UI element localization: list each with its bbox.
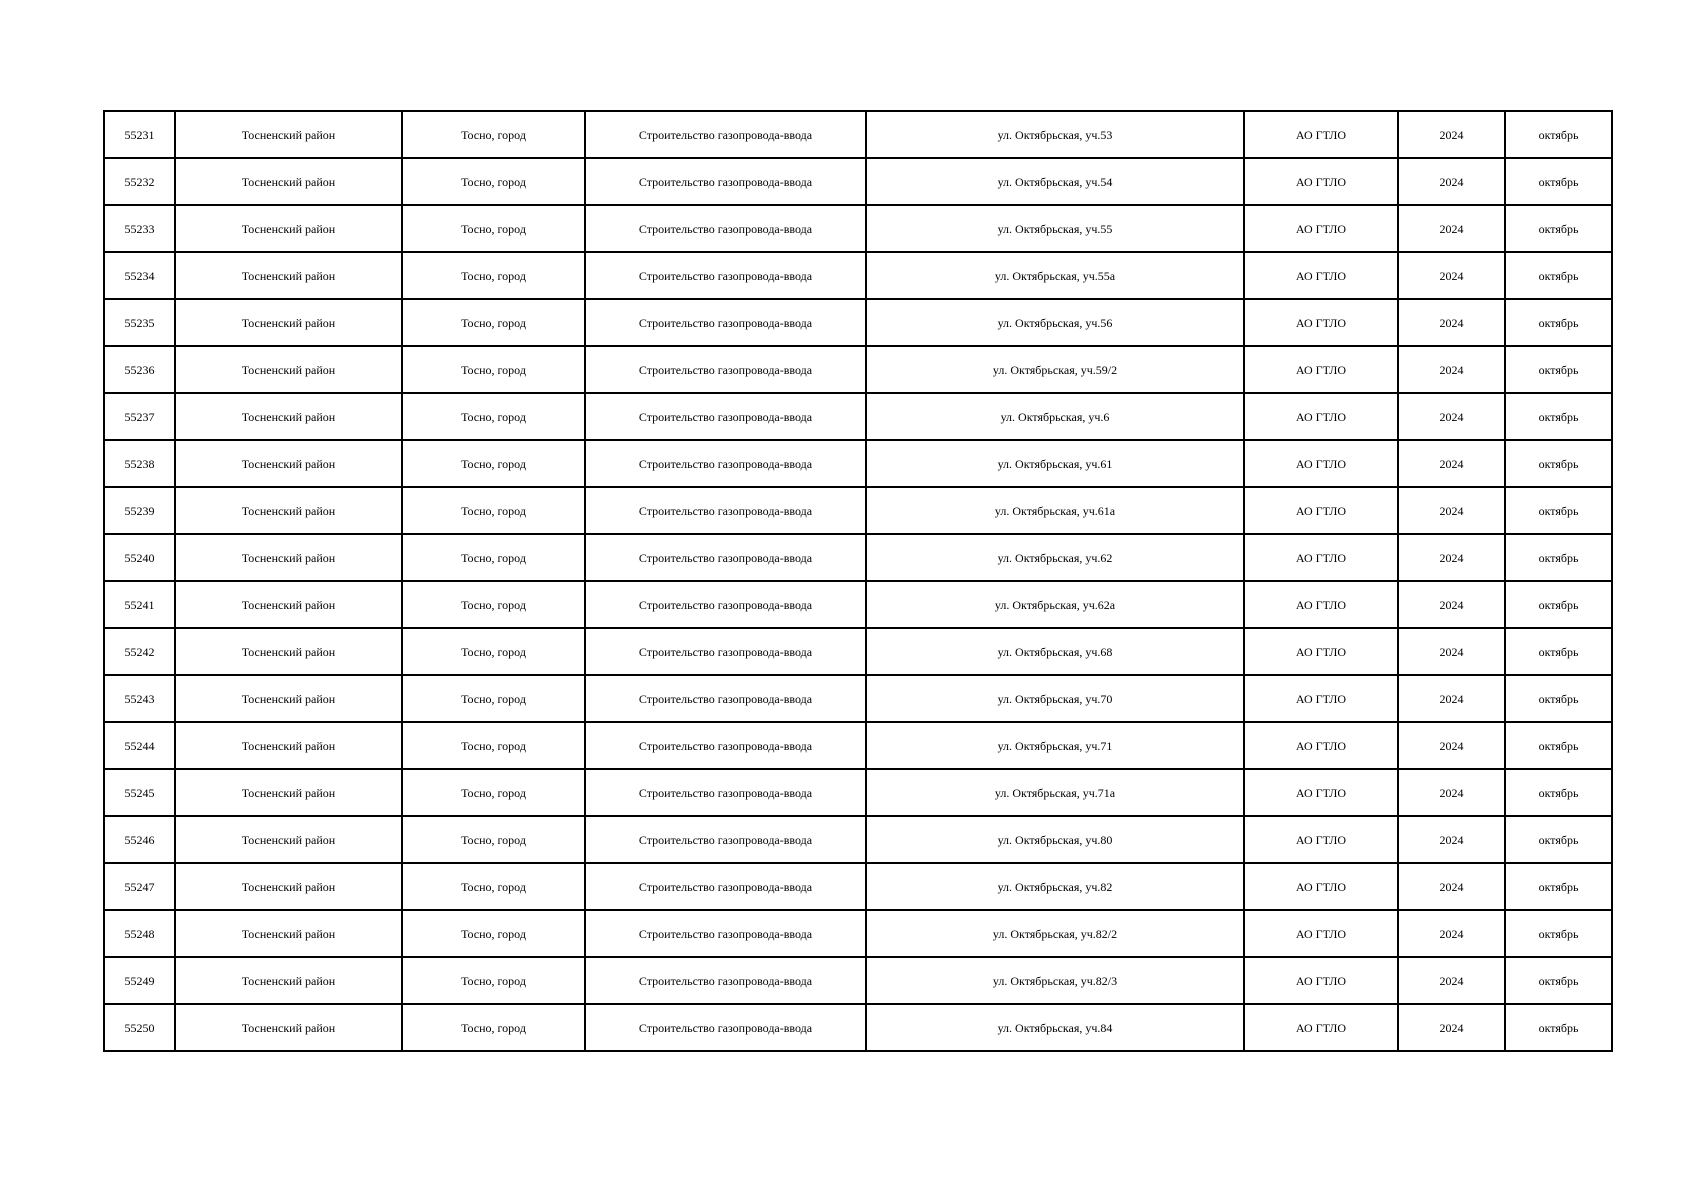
table-row: [104, 957, 1612, 1004]
cell-organization: АО ГТЛО: [1244, 487, 1398, 534]
cell-object-number: 55231: [104, 111, 175, 158]
cell-organization: АО ГТЛО: [1244, 534, 1398, 581]
cell-organization: АО ГТЛО: [1244, 863, 1398, 910]
cell-month: октябрь: [1505, 863, 1612, 910]
cell-work-type: Строительство газопровода-ввода: [585, 487, 866, 534]
cell-object-number: 55246: [104, 816, 175, 863]
cell-settlement: Тосно, город: [402, 111, 585, 158]
cell-address: ул. Октябрьская, уч.61а: [866, 487, 1244, 534]
cell-settlement: Тосно, город: [402, 675, 585, 722]
cell-settlement: Тосно, город: [402, 534, 585, 581]
cell-month: октябрь: [1505, 769, 1612, 816]
cell-object-number: 55250: [104, 1004, 175, 1051]
cell-address: ул. Октябрьская, уч.82/2: [866, 910, 1244, 957]
cell-work-type: Строительство газопровода-ввода: [585, 957, 866, 1004]
cell-settlement: Тосно, город: [402, 628, 585, 675]
cell-district: Тосненский район: [175, 393, 402, 440]
table-row: [104, 534, 1612, 581]
cell-settlement: Тосно, город: [402, 299, 585, 346]
cell-address: ул. Октябрьская, уч.71а: [866, 769, 1244, 816]
cell-year: 2024: [1398, 863, 1505, 910]
table-row: [104, 816, 1612, 863]
cell-month: октябрь: [1505, 111, 1612, 158]
cell-address: ул. Октябрьская, уч.55: [866, 205, 1244, 252]
cell-object-number: 55235: [104, 299, 175, 346]
cell-work-type: Строительство газопровода-ввода: [585, 863, 866, 910]
table-row: [104, 722, 1612, 769]
cell-month: октябрь: [1505, 1004, 1612, 1051]
cell-object-number: 55234: [104, 252, 175, 299]
cell-year: 2024: [1398, 205, 1505, 252]
cell-work-type: Строительство газопровода-ввода: [585, 252, 866, 299]
cell-organization: АО ГТЛО: [1244, 675, 1398, 722]
cell-month: октябрь: [1505, 346, 1612, 393]
cell-object-number: 55244: [104, 722, 175, 769]
cell-district: Тосненский район: [175, 111, 402, 158]
cell-district: Тосненский район: [175, 487, 402, 534]
cell-year: 2024: [1398, 628, 1505, 675]
table-row: [104, 252, 1612, 299]
cell-address: ул. Октябрьская, уч.53: [866, 111, 1244, 158]
table-body: [104, 111, 1612, 1051]
cell-year: 2024: [1398, 440, 1505, 487]
cell-month: октябрь: [1505, 440, 1612, 487]
cell-organization: АО ГТЛО: [1244, 158, 1398, 205]
cell-work-type: Строительство газопровода-ввода: [585, 628, 866, 675]
cell-work-type: Строительство газопровода-ввода: [585, 158, 866, 205]
cell-month: октябрь: [1505, 252, 1612, 299]
cell-year: 2024: [1398, 111, 1505, 158]
table-row: [104, 111, 1612, 158]
cell-settlement: Тосно, город: [402, 252, 585, 299]
cell-district: Тосненский район: [175, 816, 402, 863]
cell-month: октябрь: [1505, 487, 1612, 534]
cell-month: октябрь: [1505, 957, 1612, 1004]
cell-address: ул. Октябрьская, уч.82: [866, 863, 1244, 910]
table-row: [104, 1004, 1612, 1051]
cell-year: 2024: [1398, 158, 1505, 205]
cell-object-number: 55237: [104, 393, 175, 440]
cell-month: октябрь: [1505, 205, 1612, 252]
cell-settlement: Тосно, город: [402, 722, 585, 769]
cell-work-type: Строительство газопровода-ввода: [585, 346, 866, 393]
cell-object-number: 55241: [104, 581, 175, 628]
cell-district: Тосненский район: [175, 722, 402, 769]
cell-year: 2024: [1398, 722, 1505, 769]
cell-year: 2024: [1398, 252, 1505, 299]
cell-work-type: Строительство газопровода-ввода: [585, 440, 866, 487]
table-row: [104, 581, 1612, 628]
cell-address: ул. Октябрьская, уч.62: [866, 534, 1244, 581]
cell-district: Тосненский район: [175, 957, 402, 1004]
table-row: [104, 863, 1612, 910]
cell-organization: АО ГТЛО: [1244, 346, 1398, 393]
table-row: [104, 205, 1612, 252]
cell-month: октябрь: [1505, 816, 1612, 863]
table-row: [104, 628, 1612, 675]
table-row: [104, 675, 1612, 722]
cell-work-type: Строительство газопровода-ввода: [585, 722, 866, 769]
cell-month: октябрь: [1505, 910, 1612, 957]
cell-object-number: 55245: [104, 769, 175, 816]
cell-organization: АО ГТЛО: [1244, 1004, 1398, 1051]
cell-object-number: 55249: [104, 957, 175, 1004]
cell-organization: АО ГТЛО: [1244, 628, 1398, 675]
cell-year: 2024: [1398, 534, 1505, 581]
cell-year: 2024: [1398, 299, 1505, 346]
cell-month: октябрь: [1505, 299, 1612, 346]
cell-settlement: Тосно, город: [402, 1004, 585, 1051]
table-row: [104, 299, 1612, 346]
cell-work-type: Строительство газопровода-ввода: [585, 393, 866, 440]
cell-object-number: 55232: [104, 158, 175, 205]
cell-address: ул. Октябрьская, уч.62а: [866, 581, 1244, 628]
cell-month: октябрь: [1505, 628, 1612, 675]
cell-settlement: Тосно, город: [402, 816, 585, 863]
cell-settlement: Тосно, город: [402, 158, 585, 205]
cell-organization: АО ГТЛО: [1244, 957, 1398, 1004]
cell-address: ул. Октябрьская, уч.59/2: [866, 346, 1244, 393]
table-row: [104, 487, 1612, 534]
cell-object-number: 55248: [104, 910, 175, 957]
cell-organization: АО ГТЛО: [1244, 722, 1398, 769]
cell-organization: АО ГТЛО: [1244, 299, 1398, 346]
cell-object-number: 55242: [104, 628, 175, 675]
gas-connection-schedule-table: [103, 110, 1613, 1052]
cell-settlement: Тосно, город: [402, 440, 585, 487]
cell-settlement: Тосно, город: [402, 581, 585, 628]
cell-settlement: Тосно, город: [402, 910, 585, 957]
cell-address: ул. Октябрьская, уч.6: [866, 393, 1244, 440]
cell-work-type: Строительство газопровода-ввода: [585, 816, 866, 863]
table-row: [104, 393, 1612, 440]
cell-district: Тосненский район: [175, 205, 402, 252]
cell-object-number: 55240: [104, 534, 175, 581]
table-row: [104, 769, 1612, 816]
cell-organization: АО ГТЛО: [1244, 910, 1398, 957]
cell-work-type: Строительство газопровода-ввода: [585, 299, 866, 346]
cell-month: октябрь: [1505, 675, 1612, 722]
cell-year: 2024: [1398, 393, 1505, 440]
cell-address: ул. Октябрьская, уч.55а: [866, 252, 1244, 299]
cell-object-number: 55233: [104, 205, 175, 252]
cell-year: 2024: [1398, 769, 1505, 816]
cell-district: Тосненский район: [175, 863, 402, 910]
table-row: [104, 346, 1612, 393]
cell-organization: АО ГТЛО: [1244, 769, 1398, 816]
cell-district: Тосненский район: [175, 910, 402, 957]
cell-object-number: 55247: [104, 863, 175, 910]
cell-district: Тосненский район: [175, 440, 402, 487]
cell-object-number: 55239: [104, 487, 175, 534]
cell-address: ул. Октябрьская, уч.82/3: [866, 957, 1244, 1004]
cell-organization: АО ГТЛО: [1244, 111, 1398, 158]
cell-work-type: Строительство газопровода-ввода: [585, 111, 866, 158]
cell-address: ул. Октябрьская, уч.70: [866, 675, 1244, 722]
cell-organization: АО ГТЛО: [1244, 252, 1398, 299]
cell-district: Тосненский район: [175, 581, 402, 628]
cell-object-number: 55236: [104, 346, 175, 393]
cell-address: ул. Октябрьская, уч.71: [866, 722, 1244, 769]
cell-month: октябрь: [1505, 722, 1612, 769]
table-row: [104, 910, 1612, 957]
cell-work-type: Строительство газопровода-ввода: [585, 675, 866, 722]
cell-settlement: Тосно, город: [402, 393, 585, 440]
document-page: [103, 110, 1611, 1052]
cell-month: октябрь: [1505, 534, 1612, 581]
cell-year: 2024: [1398, 910, 1505, 957]
cell-organization: АО ГТЛО: [1244, 205, 1398, 252]
cell-district: Тосненский район: [175, 534, 402, 581]
cell-district: Тосненский район: [175, 158, 402, 205]
cell-work-type: Строительство газопровода-ввода: [585, 534, 866, 581]
cell-organization: АО ГТЛО: [1244, 393, 1398, 440]
cell-object-number: 55238: [104, 440, 175, 487]
cell-organization: АО ГТЛО: [1244, 440, 1398, 487]
cell-work-type: Строительство газопровода-ввода: [585, 581, 866, 628]
cell-month: октябрь: [1505, 393, 1612, 440]
cell-object-number: 55243: [104, 675, 175, 722]
cell-address: ул. Октябрьская, уч.68: [866, 628, 1244, 675]
cell-organization: АО ГТЛО: [1244, 816, 1398, 863]
cell-district: Тосненский район: [175, 1004, 402, 1051]
cell-year: 2024: [1398, 957, 1505, 1004]
cell-settlement: Тосно, город: [402, 769, 585, 816]
cell-district: Тосненский район: [175, 769, 402, 816]
cell-year: 2024: [1398, 1004, 1505, 1051]
cell-month: октябрь: [1505, 158, 1612, 205]
cell-work-type: Строительство газопровода-ввода: [585, 205, 866, 252]
cell-year: 2024: [1398, 487, 1505, 534]
cell-district: Тосненский район: [175, 346, 402, 393]
cell-year: 2024: [1398, 346, 1505, 393]
cell-district: Тосненский район: [175, 675, 402, 722]
cell-settlement: Тосно, город: [402, 487, 585, 534]
cell-settlement: Тосно, город: [402, 957, 585, 1004]
cell-month: октябрь: [1505, 581, 1612, 628]
cell-work-type: Строительство газопровода-ввода: [585, 1004, 866, 1051]
cell-address: ул. Октябрьская, уч.61: [866, 440, 1244, 487]
cell-organization: АО ГТЛО: [1244, 581, 1398, 628]
cell-address: ул. Октябрьская, уч.54: [866, 158, 1244, 205]
cell-address: ул. Октябрьская, уч.80: [866, 816, 1244, 863]
cell-settlement: Тосно, город: [402, 863, 585, 910]
table-row: [104, 440, 1612, 487]
cell-year: 2024: [1398, 816, 1505, 863]
table-row: [104, 158, 1612, 205]
cell-district: Тосненский район: [175, 299, 402, 346]
cell-work-type: Строительство газопровода-ввода: [585, 769, 866, 816]
cell-settlement: Тосно, город: [402, 205, 585, 252]
cell-settlement: Тосно, город: [402, 346, 585, 393]
cell-year: 2024: [1398, 581, 1505, 628]
cell-district: Тосненский район: [175, 628, 402, 675]
cell-address: ул. Октябрьская, уч.84: [866, 1004, 1244, 1051]
cell-year: 2024: [1398, 675, 1505, 722]
cell-address: ул. Октябрьская, уч.56: [866, 299, 1244, 346]
cell-district: Тосненский район: [175, 252, 402, 299]
cell-work-type: Строительство газопровода-ввода: [585, 910, 866, 957]
